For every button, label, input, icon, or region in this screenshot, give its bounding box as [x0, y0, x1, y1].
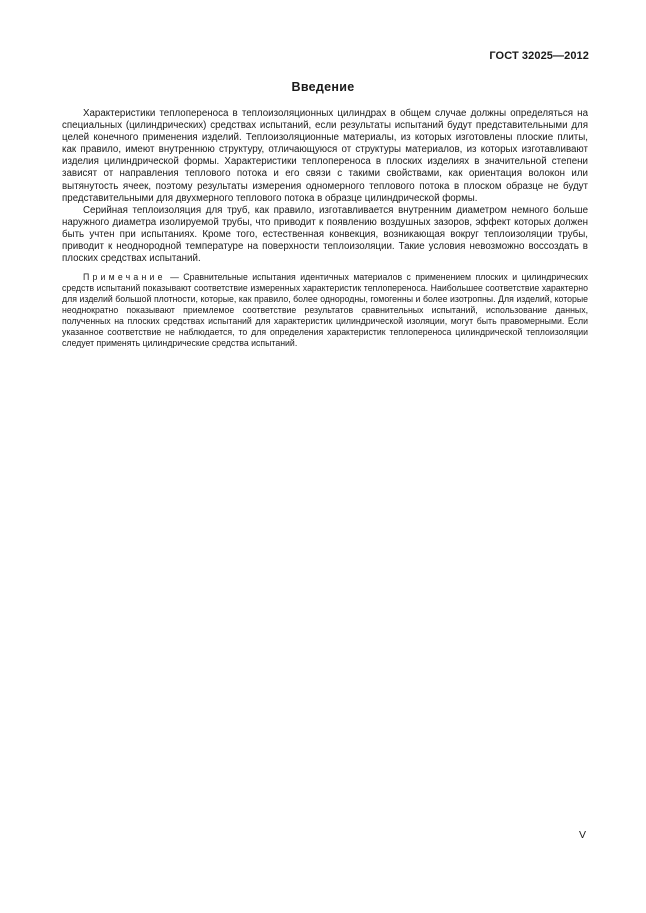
note-text: — Сравнительные испытания идентичных материалов с применением плоских и цилиндрических средств испытаний показывают соответствие измеренных характеристик теплопереноса. Наибольшее соответствие характерно для изделий большой плотности, которые, как правило, более однородны, гомогенны и более изотропны. Для изделий, которые неоднократно показывают приемлемое соответствие результатов сравнительных испытаний, использование данных, полученных на плоских средствах испытаний для характеристик цилиндрической изоляции, могут быть правомерными. Если указанное соответствие не наблюдается, то для определения характеристик теплопереноса цилиндрической теплоизоляции следует применять цилиндрические средства испытаний. — [62, 272, 588, 349]
page-number: V — [578, 829, 586, 841]
note-label: Примечание — [83, 272, 166, 283]
section-title: Введение — [291, 80, 355, 94]
note — [62, 272, 588, 349]
standard-id: ГОСТ 32025—2012 — [489, 50, 589, 62]
paragraph-2: Серийная теплоизоляция для труб, как правило, изготавливается внутренним диаметром немного больше наружного диаметра изолируемой трубы, что приводит к появлению воздушных зазоров, эффект которых должен быть учтен при испытаниях. Кроме того, естественная конвекция, возникающая вокруг теплоизоляции трубы, приводит к неоднородной температуре на поверхности теплоизоляции. Такие условия невозможно воссоздать в плоских средствах испытаний. — [62, 204, 588, 265]
paragraph-1: Характеристики теплопереноса в теплоизоляционных цилиндрах в общем случае должны определяться на специальных (цилиндрических) средствах испытаний, если результаты испытаний будут представительными для целей конечного применения изделий. Теплоизоляционные материалы, из которых изготовлены плоские плиты, как правило, имеют внутреннюю структуру, отличающуюся от структуры материалов, из которых изготавливают изделия цилиндрической формы. Характеристики теплопереноса в плоских изделиях в значительной степени зависят от направления теплового потока и его связи с такими свойствами, как ориентация волокон или вытянутость ячеек, поэтому результаты измерения одномерного теплового потока в плоском образце не будут представительными для двухмерного теплового потока в образце цилиндрической формы. — [62, 108, 588, 204]
document-body — [62, 108, 588, 349]
